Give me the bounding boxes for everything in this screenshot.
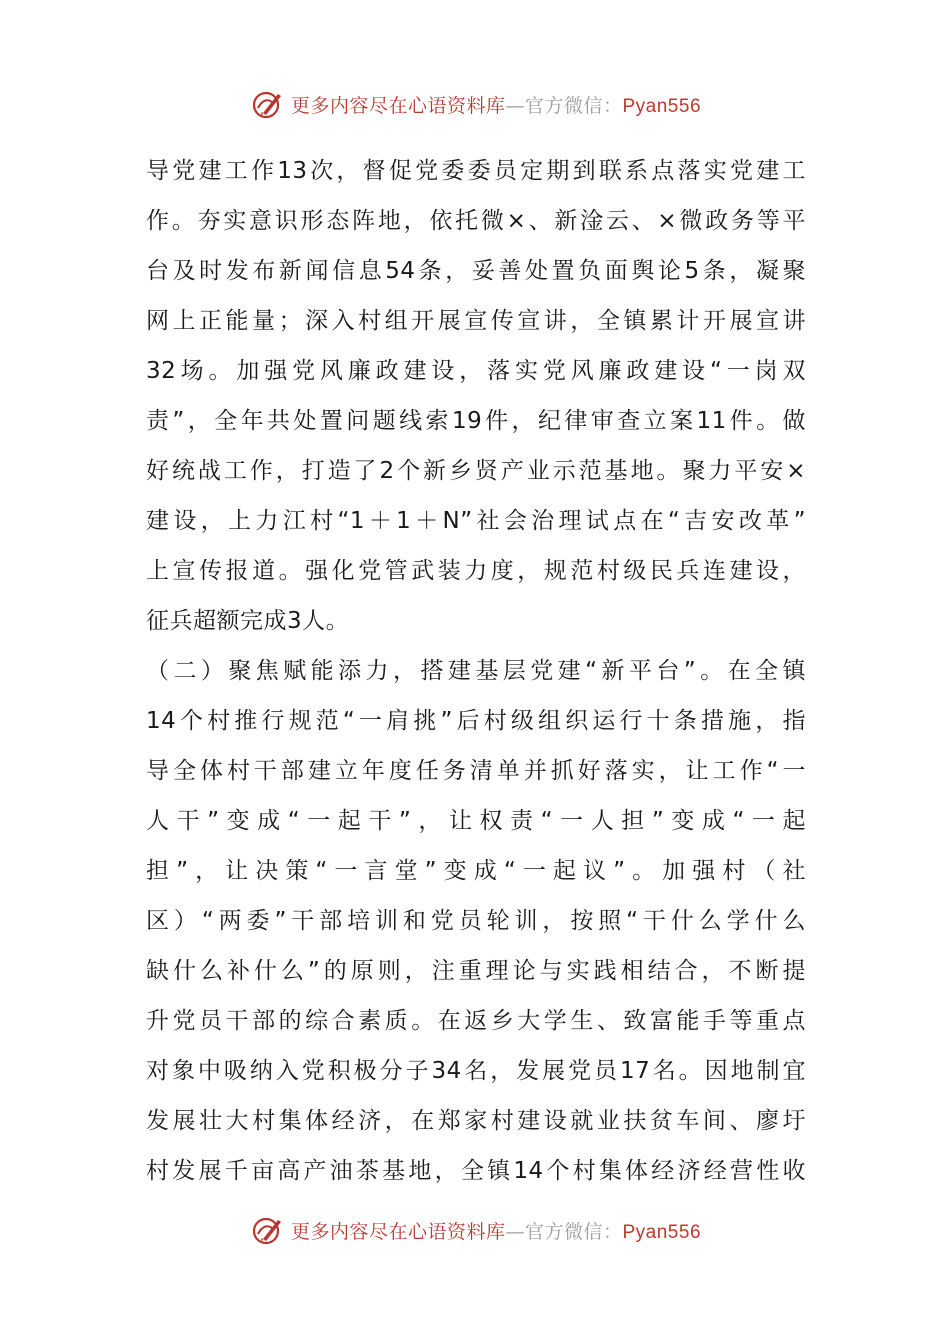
banner-official-label: 官方微信： xyxy=(524,1220,623,1243)
text-line: 征兵超额完成3人。 xyxy=(146,608,350,634)
text-line: 好统战工作，打造了2个新乡贤产业示范基地。聚力平安× xyxy=(146,458,806,484)
document-body xyxy=(146,146,806,1196)
text-line: 网上正能量；深入村组开展宣传宣讲，全镇累计开展宣讲 xyxy=(146,308,806,334)
text-line: 导全体村干部建立年度任务清单并抓好落实，让工作“一 xyxy=(146,758,806,784)
text-line: 人干”变成“一起干”，让权责“一人担”变成“一起 xyxy=(146,808,806,834)
banner-main-text: 更多内容尽在心语资料库 xyxy=(290,94,506,117)
text-line: 建设，上力江村“1＋1＋N”社会治理试点在“吉安改革” xyxy=(146,508,806,534)
text-line: 14个村推行规范“一肩挑”后村级组织运行十条措施，指 xyxy=(146,708,806,734)
text-line: 责”，全年共处置问题线索19件，纪律审查立案11件。做 xyxy=(146,408,806,434)
text-line: （二）聚焦赋能添力，搭建基层党建“新平台”。在全镇 xyxy=(146,658,806,684)
banner-handle: Pyan556 xyxy=(622,1221,702,1243)
footer-banner xyxy=(0,1208,950,1252)
banner-separator: — xyxy=(505,1220,525,1243)
text-line: 上宣传报道。强化党管武装力度，规范村级民兵连建设， xyxy=(146,558,806,584)
text-line: 发展壮大村集体经济，在郑家村建设就业扶贫车间、廖圩 xyxy=(146,1108,806,1134)
banner-main-text: 更多内容尽在心语资料库 xyxy=(290,1220,506,1243)
text-line: 导党建工作13次，督促党委委员定期到联系点落实党建工 xyxy=(146,158,806,184)
text-line: 缺什么补什么”的原则，注重理论与实践相结合，不断提 xyxy=(146,958,806,984)
banner-separator: — xyxy=(505,94,525,117)
text-line: 担”，让决策“一言堂”变成“一起议”。加强村（社 xyxy=(146,858,806,884)
banner-handle: Pyan556 xyxy=(622,95,702,117)
banner-text xyxy=(291,91,701,118)
text-line: 对象中吸纳入党积极分子34名，发展党员17名。因地制宜 xyxy=(146,1058,806,1084)
text-line: 村发展千亩高产油茶基地，全镇14个村集体经济经营性收 xyxy=(146,1158,806,1184)
pen-signature-icon xyxy=(249,86,285,122)
text-line: 作。夯实意识形态阵地，依托微×、新淦云、×微政务等平 xyxy=(146,208,806,234)
header-banner xyxy=(0,82,950,126)
banner-text xyxy=(291,1217,701,1244)
banner-official-label: 官方微信： xyxy=(524,94,623,117)
text-line: 升党员干部的综合素质。在返乡大学生、致富能手等重点 xyxy=(146,1008,806,1034)
pen-signature-icon xyxy=(249,1212,285,1248)
text-line: 台及时发布新闻信息54条，妥善处置负面舆论5条，凝聚 xyxy=(146,258,806,284)
text-line: 32场。加强党风廉政建设，落实党风廉政建设“一岗双 xyxy=(146,358,806,384)
text-line: 区）“两委”干部培训和党员轮训，按照“干什么学什么 xyxy=(146,908,806,934)
